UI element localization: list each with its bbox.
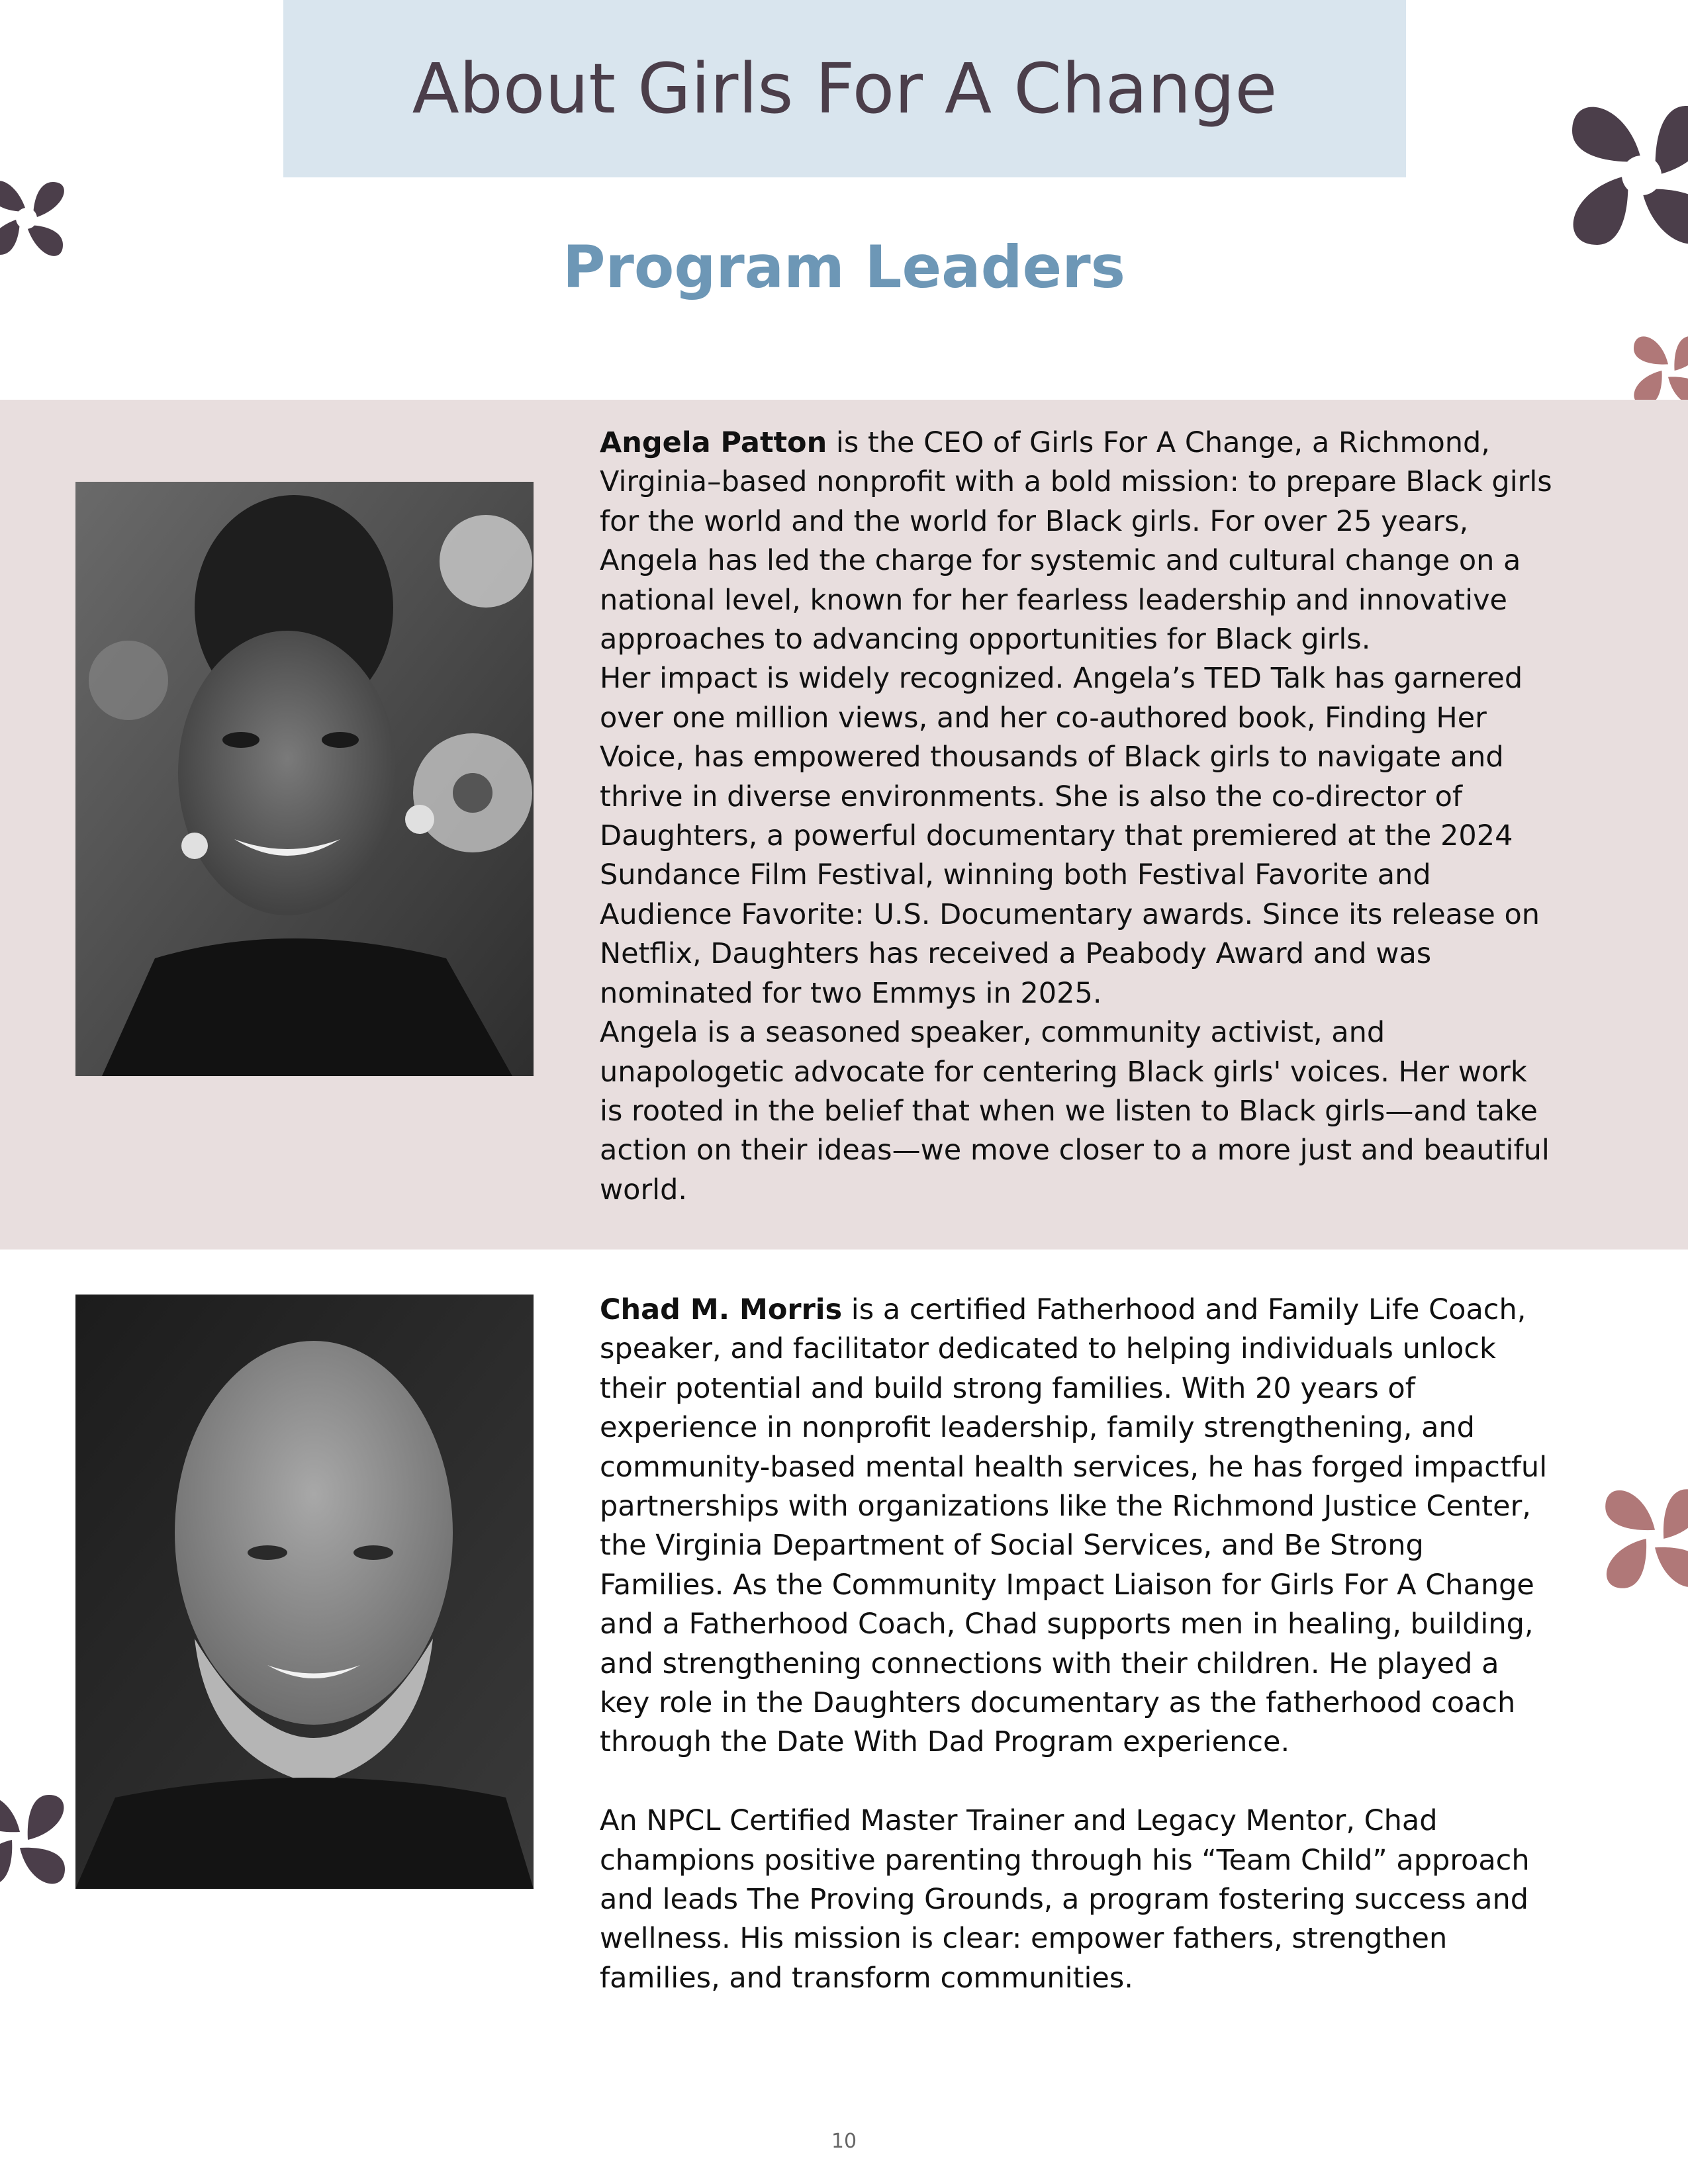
bio-text: is a certified Fatherhood and Family Life Coach, speaker, and facilitator dedicated to helping individuals unlock their potential and build strong families. With 20 years of experience in nonprofit leadership, family strengthening, and community-based mental health services, he has forged impactful partnerships with organizations like the Richmond Justice Center, the Virginia Department of Social Services, and Be Strong Families. As the Community Impact Liaison for Girls For A Change and a Fatherhood Coach, Chad supports men in healing, building, and strengthening connections with their children. He played a key role in the Daughters documentary as the fatherhood coach through the Date With Dad Program experience. — [600, 1293, 1548, 1759]
flower-decoration-icon — [0, 136, 93, 301]
flower-decoration-icon — [0, 1727, 86, 1952]
flower-decoration-icon — [1542, 63, 1688, 288]
bio-paragraph: Her impact is widely recognized. Angela’s TED Talk has garnered over one million views, and her co-authored book, Finding Her Voice, has empowered thousands of Black girls to navigate and thrive in diverse environments. She is also the co-director of Daughters, a powerful documentary that premiered at the 2024 Sundance Film Festival, winning both Festival Favorite and Audience Favorite: U.S. Documentary awards. Since its release on Netflix, Daughters has received a Peabody Award and was nominated for two Emmys in 2025. — [600, 662, 1540, 1010]
leader-bio-chad — [600, 1291, 1553, 1998]
page-number: 10 — [831, 2130, 857, 2153]
bio-paragraph: An NPCL Certified Master Trainer and Legacy Mentor, Chad champions positive parenting through his “Team Child” approach and leads The Proving Grounds, a program fostering success and wellness. His mission is clear: empower fathers, strengthen families, and transform communities. — [600, 1804, 1530, 1995]
leader-name: Chad M. Morris — [600, 1293, 843, 1326]
paragraph-spacer — [600, 1762, 1553, 1801]
title-banner — [283, 0, 1406, 177]
bio-paragraph — [600, 424, 1553, 659]
leader-name: Angela Patton — [600, 426, 827, 459]
section-title: Program Leaders — [562, 233, 1126, 301]
portrait-image — [75, 1295, 534, 1889]
bio-text: is the CEO of Girls For A Change, a Richmond, Virginia–based nonprofit with a bold mission: to prepare Black girls for the world and the world for Black girls. For over 25 years, Angela has led the charge for systemic and cultural change on a national level, known for her fearless leadership and innovative approaches to advancing opportunities for Black girls. — [600, 426, 1552, 657]
bio-paragraph — [600, 1291, 1553, 1762]
portrait-image — [75, 482, 534, 1076]
leader-bio-angela — [600, 424, 1553, 1210]
flower-decoration-icon — [1582, 1400, 1688, 1678]
bio-paragraph: Angela is a seasoned speaker, community activist, and unapologetic advocate for centering Black girls' voices. Her work is rooted in the belief that when we listen to Black girls—and take action on their ideas—we move closer to a more just and beautiful world. — [600, 1016, 1550, 1206]
page-title: About Girls For A Change — [412, 48, 1278, 129]
leader-photo-chad — [75, 1295, 534, 1889]
leader-photo-angela — [75, 482, 534, 1076]
